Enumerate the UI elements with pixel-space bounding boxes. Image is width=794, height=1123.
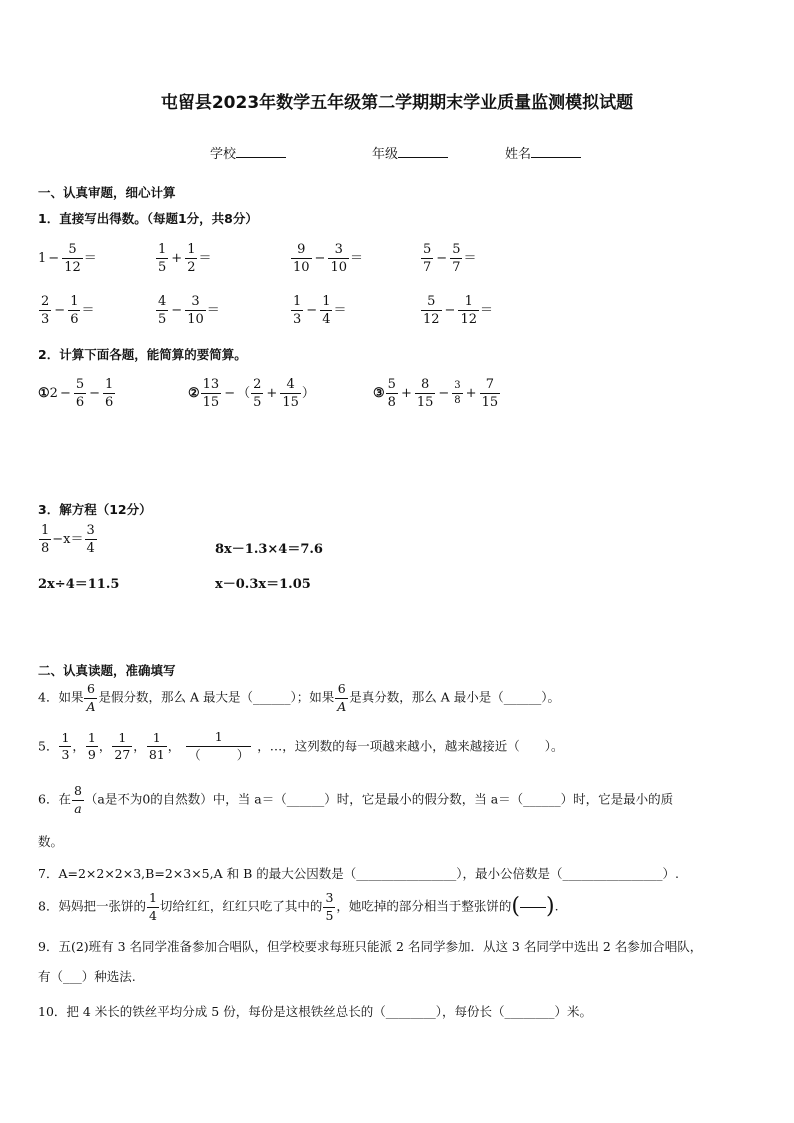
q6-cont: 数。 bbox=[38, 834, 64, 849]
section-2-heading: 二、认真读题，准确填写 bbox=[38, 663, 176, 678]
q8: 8．妈妈把一张饼的 $\frac{1}{4}$ 切给红红，红红只吃了其中的 $\frac{3}{5}$ ，她吃掉的部分相当于整张饼的( ). bbox=[38, 890, 559, 923]
q1-item-8: $\frac{5}{12}$ − $\frac{1}{12}$ ＝ bbox=[423, 294, 494, 327]
q1-label: 1．直接写出得数。（每题1分，共8分） bbox=[38, 211, 258, 226]
q1-item-1: 1 − $\frac{5}{12}$ ＝ bbox=[38, 242, 97, 275]
q1-item-4: $\frac{5}{7}$ − $\frac{5}{7}$ ＝ bbox=[423, 242, 477, 275]
q6: 6．在 $\frac{8}{a}$ （a是不为0的自然数）中，当 a＝（______）时，它是最小的假分数，当 a＝（______）时，它是最小的质 bbox=[38, 783, 674, 816]
school-blank[interactable] bbox=[236, 145, 286, 158]
q7: 7．A=2×2×2×3,B=2×3×5,A 和 B 的最大公因数是（________________），最小公倍数是（________________）. bbox=[38, 866, 679, 881]
grade-label: 年级 bbox=[372, 147, 399, 162]
name-blank[interactable] bbox=[531, 145, 581, 158]
grade-field bbox=[372, 143, 448, 162]
q1-item-6: $\frac{4}{5}$ − $\frac{3}{10}$ ＝ bbox=[158, 294, 220, 327]
school-field bbox=[210, 143, 286, 162]
q2-item-2: ② $\frac{13}{15}$ − （ $\frac{2}{5}$ + $\frac{4}{15}$ ） bbox=[188, 377, 315, 410]
q2-label: 2．计算下面各题，能简算的要简算。 bbox=[38, 347, 247, 362]
school-label: 学校 bbox=[210, 147, 237, 162]
q9-line-1: 9．五(2)班有 3 名同学准备参加合唱队，但学校要求每班只能派 2 名同学参加．从这 3 名同学中选出 2 名参加合唱队， bbox=[38, 939, 703, 954]
q3-eq-3: 2x÷4＝11.5 bbox=[38, 577, 120, 592]
name-field bbox=[505, 143, 581, 162]
q1-item-2: $\frac{1}{5}$ + $\frac{1}{2}$ ＝ bbox=[158, 242, 212, 275]
name-label: 姓名 bbox=[505, 147, 532, 162]
q3-eq-4: x－0.3x＝1.05 bbox=[215, 577, 311, 592]
q4: 4．如果 $\frac{6}{A}$ 是假分数，那么 A 最大是（______）；如果 $\frac{6}{A}$ 是真分数，那么 A 最小是（______）。 bbox=[38, 681, 560, 714]
q10: 10．把 4 米长的铁丝平均分成 5 份，每份是这根铁丝总长的（________），每份长（________）米。 bbox=[38, 1004, 592, 1019]
q3-eq-1: $\frac{1}{8}$ −x＝ $\frac{3}{4}$ bbox=[41, 523, 95, 556]
q9-line-2: 有（___）种选法. bbox=[38, 969, 136, 984]
section-1-heading: 一、认真审题，细心计算 bbox=[38, 185, 176, 200]
q5: 5． $\frac{1}{3}$ ， $\frac{1}{9}$ ， $\frac{1}{27}$ ， $\frac{1}{81}$ ， $\frac{1}{( )}$ ，…，这列数的每一项越来越小，越来越接近（ ）。 bbox=[38, 729, 564, 763]
q1-item-3: $\frac{9}{10}$ − $\frac{3}{10}$ ＝ bbox=[293, 242, 364, 275]
grade-blank[interactable] bbox=[398, 145, 448, 158]
page-title: 屯留县2023年数学五年级第二学期期末学业质量监测模拟试题 bbox=[160, 93, 634, 113]
q2-item-3: ③ $\frac{5}{8}$ + $\frac{8}{15}$ − $\frac{3}{8}$ + $\frac{7}{15}$ bbox=[373, 377, 499, 410]
q2-item-1: ①2 − $\frac{5}{6}$ − $\frac{1}{6}$ bbox=[38, 377, 114, 410]
q3-label: 3．解方程（12分） bbox=[38, 502, 152, 517]
q1-item-5: $\frac{2}{3}$ − $\frac{1}{6}$ ＝ bbox=[41, 294, 95, 327]
q3-eq-2: 8x－1.3×4＝7.6 bbox=[215, 542, 323, 557]
q1-item-7: $\frac{1}{3}$ − $\frac{1}{4}$ ＝ bbox=[293, 294, 347, 327]
